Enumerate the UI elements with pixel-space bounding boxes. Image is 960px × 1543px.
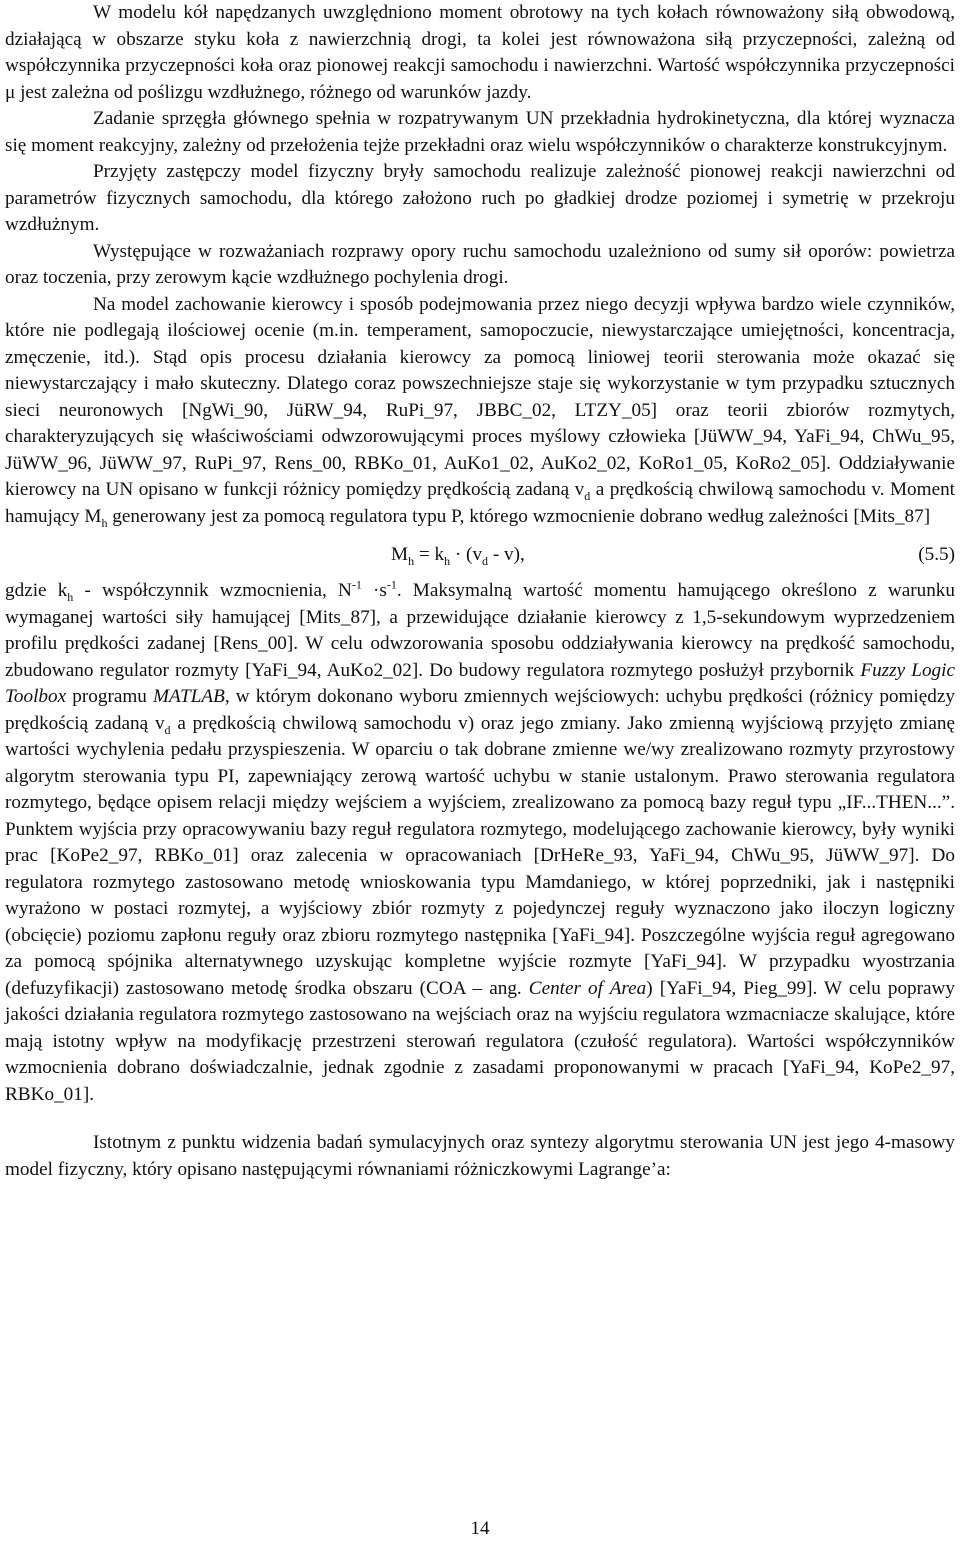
equation-number: (5.5)	[918, 544, 955, 565]
paragraph-body-model: Przyjęty zastępczy model fizyczny bryły samochodu realizuje zależność pionowej reakcji nawierzchni od parametrów fizycznych samochodu, dla którego założono ruch po gładkiej drodze poziomej i symetrię w przekroju wzdłużnym.	[5, 161, 955, 235]
body-text	[5, 0, 955, 1183]
equation-5-5	[5, 530, 955, 578]
paragraph-driver-model: Na model zachowanie kierowcy i sposób podejmowania przez niego decyzji wpływa bardzo wiele czynników, które nie podlegają ilościowej ocenie (m.in. temperament, samopoczucie, niewystarczające umiejętności, koncentracja, zmęczenie, itd.). Stąd opis procesu działania kierowcy za pomocą liniowej teorii sterowania może okazać się niewystarczający i mało skuteczny. Dlatego coraz powszechniejsze staje się wykorzystanie w tym przypadku sztucznych sieci neuronowych [NgWi_90, JüRW_94, RuPi_97, JBBC_02, LTZY_05] oraz teorii zbiorów rozmytych, charakteryzujących się właściwościami odwzorowującymi proces myślowy człowieka [JüWW_94, YaFi_94, ChWu_95, JüWW_96, JüWW_97, RuPi_97, Rens_00, RBKo_01, AuKo1_02, AuKo2_02, KoRo1_05, KoRo2_05]. Oddziaływanie kierowcy na UN opisano w funkcji różnicy pomiędzy prędkością zadaną $v_d$ a prędkością chwilową samochodu v. Moment hamujący $M_h$ generowany jest za pomocą regulatora typu P, którego wzmocnienie dobrano według zależności [Mits_87]	[5, 293, 956, 530]
paragraph-lagrange: Istotnym z punktu widzenia badań symulacyjnych oraz syntezy algorytmu sterowania UN jest jego 4-masowy model fizyczny, który opisano następującymi równaniami różniczkowymi Lagrange’a:	[5, 1132, 955, 1180]
paragraph-resistance: Występujące w rozważaniach rozprawy opory ruchu samochodu uzależniono od sumy sił oporów: powietrza oraz toczenia, przy zerowym kącie wzdłużnego pochylenia drogi.	[5, 240, 955, 288]
paragraph-fuzzy-regulator: gdzie $k_h$ - współczynnik wzmocnienia, $N^{-1} \cdot s^{-1}$. Maksymalną wartość momentu hamującego określono z warunku wymaganej wartości siły hamującej [Mits_87], a przewidujące działanie kierowcy z 1,5-sekundowym wyprzedzeniem profilu prędkości zadanej [Rens_00]. W celu odwzorowania sposobu oddziaływania kierowcy na prędkość samochodu, zbudowano regulator rozmyty [YaFi_94, AuKo2_02]. Do budowy regulatora rozmytego posłużył przybornik Fuzzy Logic Toolbox programu MATLAB, w którym dokonano wyboru zmiennych wejściowych: uchybu prędkości (różnicy pomiędzy prędkością zadaną $v_d$ a prędkością chwilową samochodu v) oraz jego zmiany. Jako zmienną wyjściową przyjęto zmianę wartości wychylenia pedału przyspieszenia. W oparciu o tak dobrane zmienne we/wy zrealizowano rozmyty przyrostowy algorytm sterowania typu PI, zapewniający zerową wartość uchybu w stanie ustalonym. Prawo sterowania regulatora rozmytego, będące opisem relacji między wejściem a wyjściem, zrealizowano za pomocą bazy reguł typu „IF...THEN...”. Punktem wyjścia przy opracowywaniu bazy reguł regulatora rozmytego, modelującego zachowanie kierowcy, były wyniki prac [KoPe2_97, RBKo_01] oraz zalecenia w opracowaniach [DrHeRe_93, YaFi_94, ChWu_95, JüWW_97]. Do regulatora rozmytego zastosowano metodę wnioskowania typu Mamdaniego, w której poprzedniki, jak i następniki wyrażono w postaci rozmytej, a wyjściowy zbiór rozmyty z pojedynczej reguły wyznaczono jako iloczyn logiczny (obcięcie) poziomu zapłonu reguły oraz zbioru rozmytego następnika [YaFi_94]. Poszczególne wyjścia reguł agregowano za pomocą spójnika alternatywnego uzyskując kompletne wyjście rozmyte [YaFi_94]. W przypadku wyostrzania (defuzyfikacji) zastosowano metodę środka obszaru (COA – ang. Center of Area) [YaFi_94, Pieg_99]. W celu poprawy jakości działania regulatora rozmytego zastosowano na wejściach oraz na wyjściu regulatora wzmacniacze skalujące, które mają istotny wpływ na modyfikację przestrzeni sterowań regulatora (czułość regulatora). Wartości współczynników wzmocnienia dobrano doświadczalnie, jednak zgodnie z zasadami proponowanymi w pracach [YaFi_94, KoPe2_97, RBKo_01].	[5, 577, 955, 1105]
page-number: 14	[470, 1518, 490, 1539]
paragraph-wheel-model: W modelu kół napędzanych uwzględniono moment obrotowy na tych kołach równoważony siłą obwodową, działającą w obszarze styku koła z nawierzchnią drogi, ta kolei jest równoważona siłą przyczepności, zależną od współczynnika przyczepności koła oraz pionowej reakcji samochodu i nawierzchni. Wartość współczynnika przyczepności μ jest zależna od poślizgu wzdłużnego, różnego od warunków jazdy.	[5, 2, 955, 103]
paragraph-clutch: Zadanie sprzęgła głównego spełnia w rozpatrywanym UN przekładnia hydrokinetyczna, dla której wyznacza się moment reakcyjny, zależny od przełożenia tejże przekładni oraz wielu współczynników o charakterze konstrukcyjnym.	[5, 108, 955, 156]
equation-body: $M_h = k_h \cdot (v_d - v)$,	[391, 544, 525, 568]
